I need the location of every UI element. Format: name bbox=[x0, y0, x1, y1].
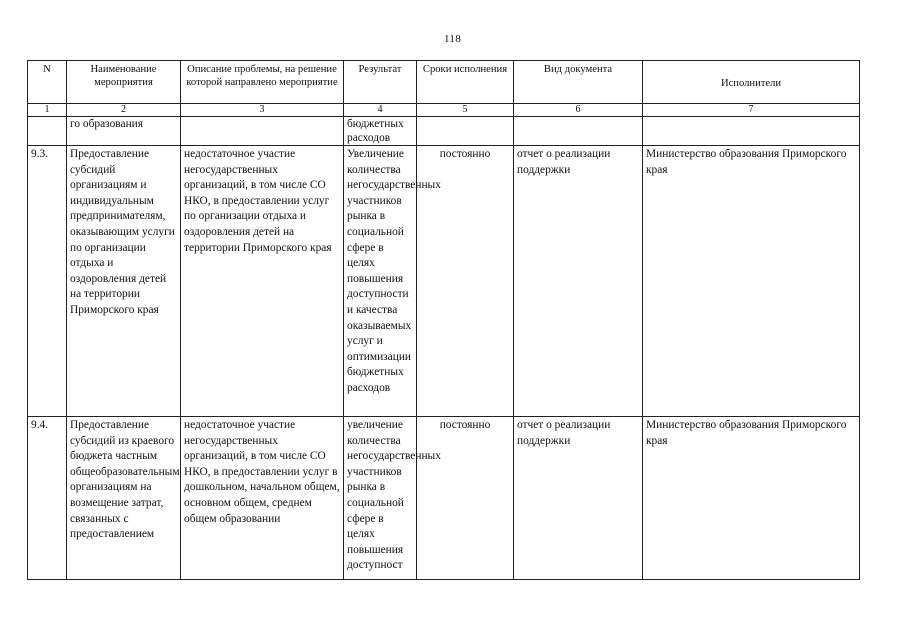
cell-executors: Министерство образования Приморского края bbox=[643, 146, 860, 417]
cell-terms bbox=[417, 117, 514, 146]
cell-number: 9.3. bbox=[28, 146, 67, 417]
header-name: Наименование мероприятия bbox=[67, 61, 181, 104]
header-executors: Исполнители bbox=[643, 61, 860, 104]
column-number: 3 bbox=[181, 104, 344, 117]
header-document: Вид документа bbox=[514, 61, 643, 104]
column-number: 4 bbox=[344, 104, 417, 117]
continuation-row bbox=[28, 117, 860, 146]
header-number: N bbox=[28, 61, 67, 104]
column-number: 1 bbox=[28, 104, 67, 117]
cell-executors: Министерство образования Приморского края bbox=[643, 417, 860, 580]
cell-number bbox=[28, 117, 67, 146]
column-number: 2 bbox=[67, 104, 181, 117]
cell-result: Увеличение количества негосударственных участников рынка в социальной сфере в целях повышения доступности и качества оказываемых услуг и оптимизации бюджетных расходов bbox=[344, 146, 417, 417]
cell-document: отчет о реализации поддержки bbox=[514, 417, 643, 580]
cell-number: 9.4. bbox=[28, 417, 67, 580]
cell-executors bbox=[643, 117, 860, 146]
header-problem: Описание проблемы, на решение которой направлено мероприятие bbox=[181, 61, 344, 104]
column-number: 7 bbox=[643, 104, 860, 117]
cell-name: Предоставление субсидий из краевого бюджета частным общеобразовательным организациям на возмещение затрат, связанных с предоставлением bbox=[67, 417, 181, 580]
header-terms: Сроки исполнения bbox=[417, 61, 514, 104]
column-number-row bbox=[28, 104, 860, 117]
cell-name: Предоставление субсидий организациям и индивидуальным предпринимателям, оказывающим услуги по организации отдыха и оздоровления детей на территории Приморского края bbox=[67, 146, 181, 417]
cell-result: бюджетных расходов bbox=[344, 117, 417, 146]
measures-table bbox=[27, 60, 860, 580]
column-number: 5 bbox=[417, 104, 514, 117]
table-row bbox=[28, 417, 860, 580]
page-number: 118 bbox=[444, 33, 461, 45]
cell-document: отчет о реализации поддержки bbox=[514, 146, 643, 417]
cell-problem: недостаточное участие негосударственных организаций, в том числе СО НКО, в предоставлении услуг по организации отдыха и оздоровления детей на территории Приморского края bbox=[181, 146, 344, 417]
cell-problem bbox=[181, 117, 344, 146]
cell-problem: недостаточное участие негосударственных организаций, в том числе СО НКО, в предоставлении услуг в дошкольном, начальном общем, основном общем, среднем общем образовании bbox=[181, 417, 344, 580]
cell-terms: постоянно bbox=[417, 146, 514, 417]
column-number: 6 bbox=[514, 104, 643, 117]
table-row bbox=[28, 146, 860, 417]
cell-terms: постоянно bbox=[417, 417, 514, 580]
cell-result: увеличение количества негосударственных участников рынка в социальной сфере в целях повышения доступност bbox=[344, 417, 417, 580]
cell-document bbox=[514, 117, 643, 146]
header-result: Результат bbox=[344, 61, 417, 104]
table-header-row bbox=[28, 61, 860, 104]
cell-name: го образования bbox=[67, 117, 181, 146]
